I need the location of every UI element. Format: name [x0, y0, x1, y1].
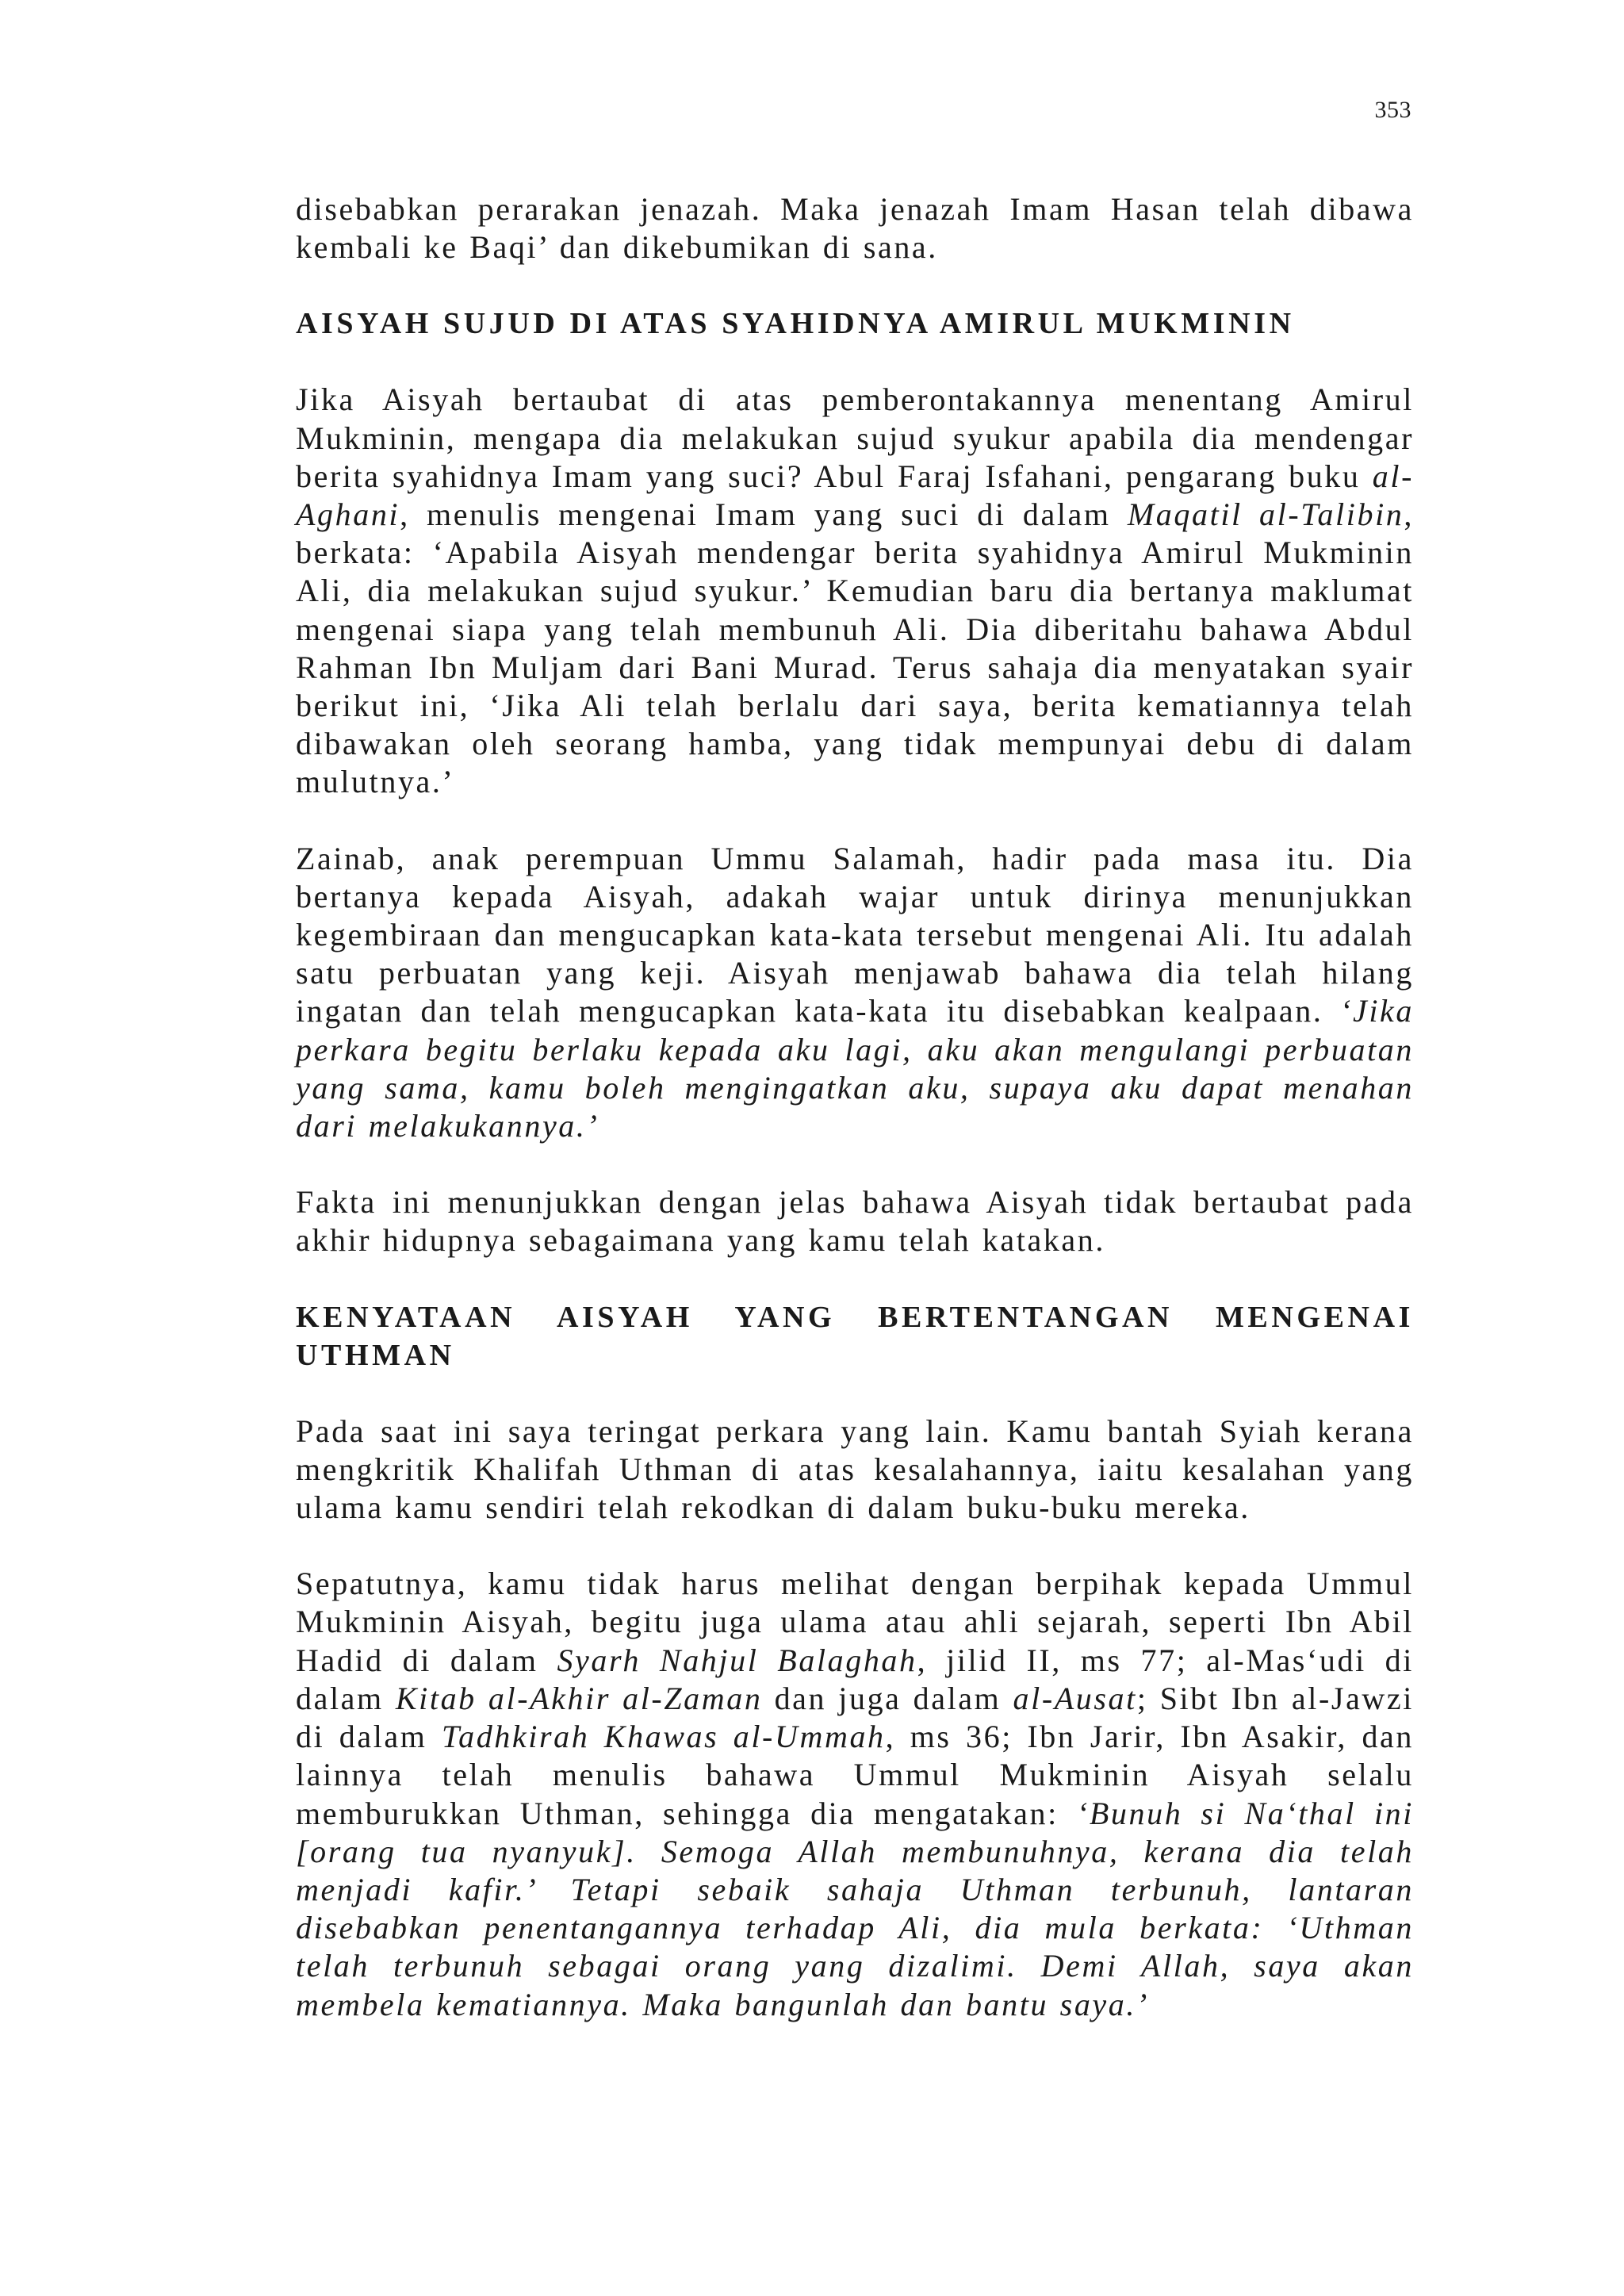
quote-italic: ‘Bunuh si Na‘thal ini [orang tua nyanyuk]. Semoga Allah membunuhnya, kerana dia telah menjadi kafir.’ Tetapi sebaik sahaja Uthman terbunuh, lantaran disebabkan penentangannya terhadap Ali, dia mula berkata: ‘Uthman telah terbunuh sebagai orang yang dizalimi. Demi Allah, saya akan membela kematiannya. Maka bangunlah dan bantu saya.’: [296, 1795, 1414, 2022]
section-heading-kenyataan-aisyah: KENYATAAN AISYAH YANG BERTENTANGAN MENGENAI UTHMAN: [296, 1300, 1414, 1372]
book-title-kitab-al-akhir: Kitab al-Akhir al-Zaman: [395, 1680, 763, 1716]
paragraph-text: Zainab, anak perempuan Ummu Salamah, hadir pada masa itu. Dia bertanya kepada Aisyah, adakah wajar untuk dirinya menunjukkan kegembiraan dan mengucapkan kata-kata tersebut mengenai Ali. Itu adalah satu perbuatan yang keji. Aisyah menjawab bahawa dia telah hilang ingatan dan telah mengucapkan kata-kata itu disebabkan kealpaan.: [296, 840, 1414, 1029]
paragraph-zainab: [296, 840, 1414, 1146]
paragraph-fakta: Fakta ini menunjukkan dengan jelas bahawa Aisyah tidak bertaubat pada akhir hidupnya sebagaimana yang kamu telah katakan.: [296, 1184, 1414, 1259]
book-title-maqatil: Maqatil al-Talibin: [1127, 496, 1404, 533]
page-content: [296, 190, 1414, 2024]
paragraph-text: dan juga dalam: [762, 1680, 1013, 1716]
paragraph-text: , menulis mengenai Imam yang suci di dalam: [400, 496, 1128, 533]
book-title-al-ausat: al-Ausat: [1013, 1680, 1137, 1716]
paragraph-sepatutnya: [296, 1565, 1414, 2023]
paragraph-text: , ms 36; Ibn Jarir, Ibn Asakir, dan lainnya telah menulis bahawa Ummul Mukminin Aisyah selalu memburukkan Uthman, sehingga dia mengatakan:: [296, 1719, 1415, 1831]
paragraph-text: Jika Aisyah bertaubat di atas pemberontakannya menentang Amirul Mukminin, mengapa dia melakukan sujud syukur apabila dia mendengar berita syahidnya Imam yang suci? Abul Faraj Isfahani, pengarang buku: [296, 381, 1414, 494]
book-title-al-aghani: al-Aghani: [296, 458, 1414, 533]
quote-italic: ‘Jika perkara begitu berlaku kepada aku lagi, aku akan mengulangi perbuatan yang sama, kamu boleh mengingatkan aku, supaya aku dapat menahan dari melakukannya.’: [296, 993, 1414, 1144]
paragraph-text: ; Sibt Ibn al-Jawzi di dalam: [296, 1680, 1414, 1755]
paragraph-pada-saat-ini: Pada saat ini saya teringat perkara yang lain. Kamu bantah Syiah kerana mengkritik Khalifah Uthman di atas kesalahannya, iaitu kesalahan yang ulama kamu sendiri telah rekodkan di dalam buku-buku mereka.: [296, 1412, 1414, 1526]
paragraph-text: , berkata: ‘Apabila Aisyah mendengar berita syahidnya Amirul Mukminin Ali, dia melakukan sujud syukur.’ Kemudian baru dia bertanya maklumat mengenai siapa yang telah membunuh Ali. Dia diberitahu bahawa Abdul Rahman Ibn Muljam dari Bani Murad. Terus sahaja dia menyatakan syair berikut ini, ‘Jika Ali telah berlalu dari saya, berita kematiannya telah dibawakan oleh seorang hamba, yang tidak mempunyai debu di dalam mulutnya.’: [296, 496, 1414, 800]
page-number: 353: [1374, 97, 1411, 123]
paragraph-continuation: disebabkan perarakan jenazah. Maka jenazah Imam Hasan telah dibawa kembali ke Baqi’ dan dikebumikan di sana.: [296, 191, 1414, 266]
section-heading-aisyah-sujud: AISYAH SUJUD DI ATAS SYAHIDNYA AMIRUL MUKMININ: [296, 307, 1295, 341]
paragraph-text: Sepatutnya, kamu tidak harus melihat dengan berpihak kepada Ummul Mukminin Aisyah, begitu juga ulama atau ahli sejarah, seperti Ibn Abil Hadid di dalam: [296, 1566, 1414, 1678]
book-title-tadhkirah: Tadhkirah Khawas al-Ummah: [441, 1719, 886, 1755]
paragraph-text: , jilid II, ms 77; al-Mas‘udi di dalam: [296, 1642, 1414, 1716]
book-title-syarh-nahjul-balaghah: Syarh Nahjul Balaghah: [557, 1642, 917, 1678]
paragraph-sujud-syukur: [296, 381, 1414, 801]
